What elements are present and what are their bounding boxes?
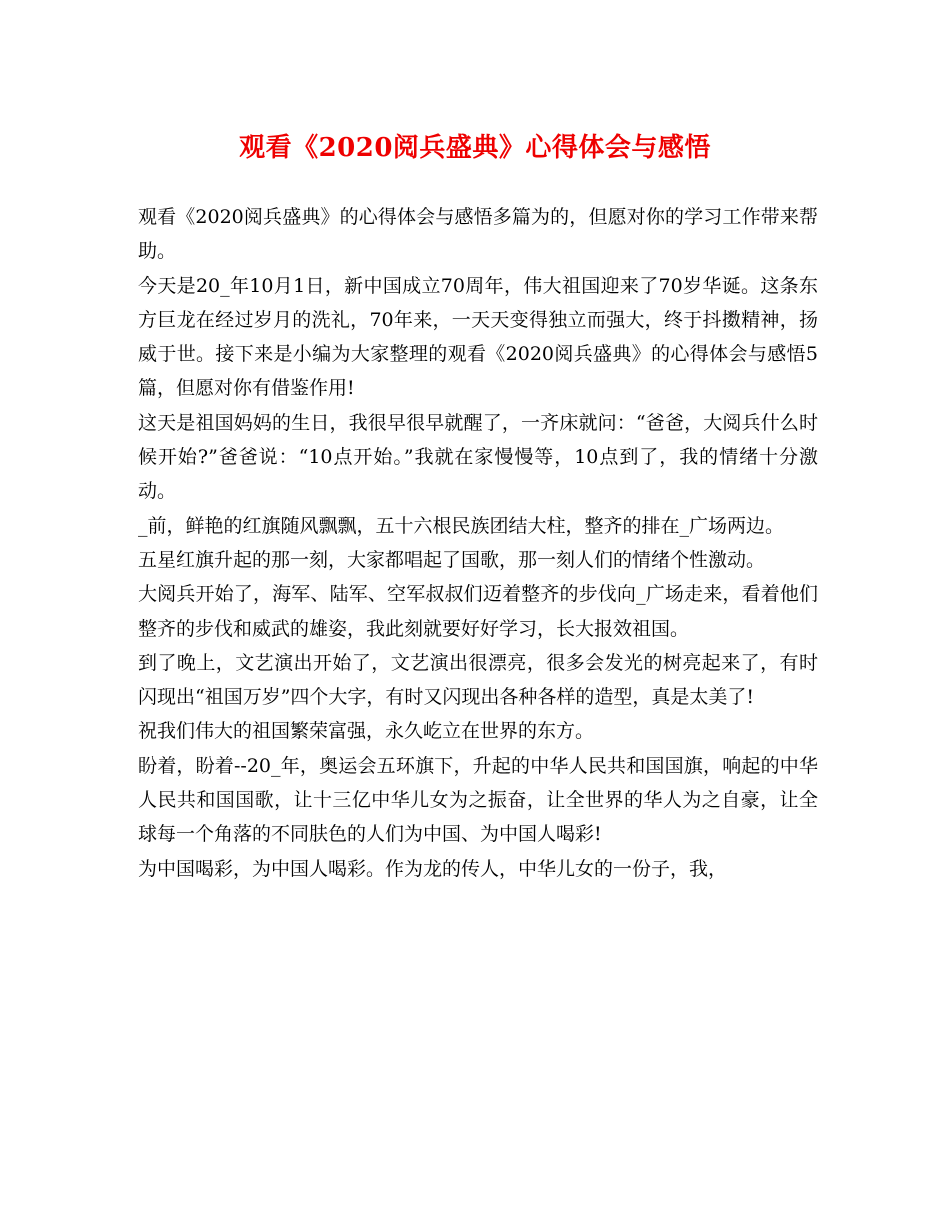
paragraph-intro: 观看《2020阅兵盛典》的心得体会与感悟多篇为的，但愿对你的学习工作带来帮助。 xyxy=(138,206,818,263)
document-body xyxy=(138,200,818,886)
paragraph-parade: 大阅兵开始了，海军、陆军、空军叔叔们迈着整齐的步伐向_广场走来，看着他们整齐的步伐和威武的雄姿，我此刻就要好好学习，长大报效祖国。 xyxy=(138,583,818,640)
paragraph-flags: _前，鲜艳的红旗随风飘飘，五十六根民族团结大柱，整齐的排在_广场两边。 xyxy=(138,514,785,537)
paragraph-evening: 到了晚上，文艺演出开始了，文艺演出很漂亮，很多会发光的树亮起来了，有时闪现出“祖国万岁”四个大字，有时又闪现出各种各样的造型，真是太美了! xyxy=(138,651,818,709)
document-title: 观看《2020阅兵盛典》心得体会与感悟 xyxy=(239,133,711,163)
paragraph-morning: 这天是祖国妈妈的生日，我很早很早就醒了，一齐床就问：“爸爸，大阅兵什么时候开始?”爸爸说：“10点开始。”我就在家慢慢等，10点到了，我的情绪十分激动。 xyxy=(138,411,818,503)
paragraph-wish: 祝我们伟大的祖国繁荣富强，永久屹立在世界的东方。 xyxy=(138,720,595,743)
paragraph-national-day: 今天是20_年10月1日，新中国成立70周年，伟大祖国迎来了70岁华诞。这条东方巨龙在经过岁月的洗礼，70年来，一天天变得独立而强大，终于抖擞精神，扬威于世。接下来是小编为大家整理的观看《2020阅兵盛典》的心得体会与感悟5篇，但愿对你有借鉴作用! xyxy=(138,274,818,400)
paragraph-cheer: 为中国喝彩，为中国人喝彩。作为龙的传人，中华儿女的一份子，我， xyxy=(138,857,728,880)
paragraph-anthem: 五星红旗升起的那一刻，大家都唱起了国歌，那一刻人们的情绪个性激动。 xyxy=(138,548,766,571)
paragraph-olympics: 盼着，盼着--20_年，奥运会五环旗下，升起的中华人民共和国国旗，响起的中华人民共和国国歌，让十三亿中华儿女为之振奋，让全世界的华人为之自豪，让全球每一个角落的不同肤色的人们为中国、为中国人喝彩! xyxy=(138,754,818,846)
